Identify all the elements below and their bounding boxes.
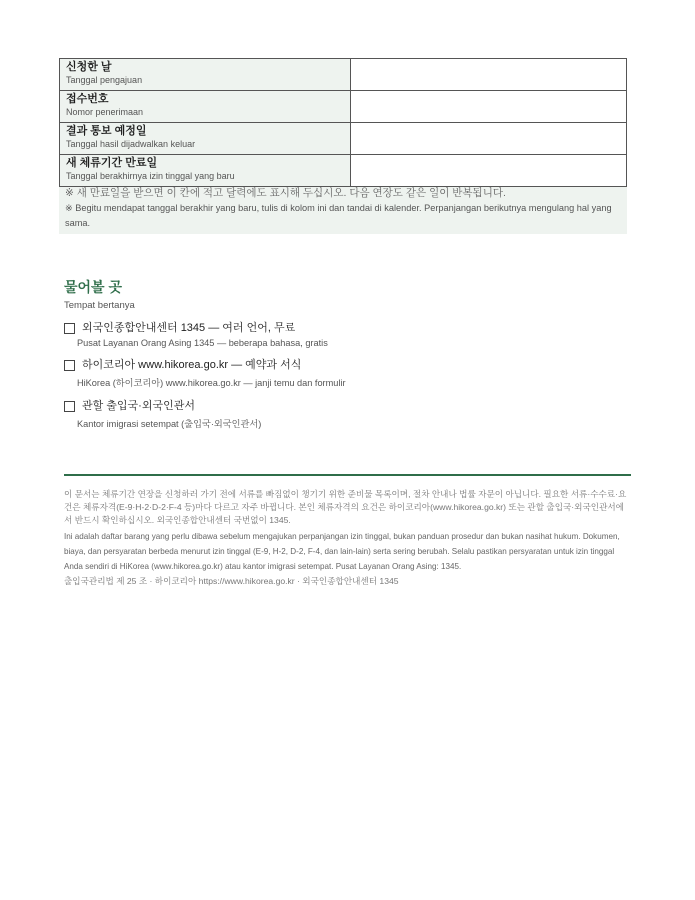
contact-indonesian: Pusat Layanan Orang Asing 1345 — beberapa bahasa, gratis	[77, 338, 328, 348]
list-item	[64, 399, 631, 430]
note-korean: ※ 새 만료일을 받으면 이 칸에 적고 달력에도 표시해 두십시오. 다음 연장도 같은 일이 반복됩니다.	[65, 187, 506, 199]
checkbox[interactable]	[64, 323, 75, 334]
contact-korean: 관할 출입국·외국인관서	[82, 400, 195, 412]
label-korean: 결과 통보 예정일	[66, 125, 147, 137]
reference-line: 출입국관리법 제 25 조 · 하이코리아 https://www.hikorea.go.kr · 외국인종합안내센터 1345	[64, 576, 399, 586]
label-korean: 새 체류기간 만료일	[66, 157, 158, 169]
record-table	[59, 58, 627, 187]
contact-indonesian: Kantor imigrasi setempat (출입국·외국인관서)	[77, 419, 262, 429]
application-date-field[interactable]	[351, 59, 627, 91]
footer	[64, 488, 631, 588]
table-row	[60, 91, 627, 123]
table-row	[60, 59, 627, 91]
row-label	[60, 91, 351, 123]
table-row	[60, 123, 627, 155]
contact-korean: 하이코리아 www.hikorea.go.kr — 예약과 서식	[82, 359, 302, 371]
contacts-section	[58, 278, 631, 430]
label-korean: 신청한 날	[66, 61, 112, 73]
checkbox[interactable]	[64, 401, 75, 412]
label-indonesian: Tanggal pengajuan	[66, 75, 143, 85]
contacts-subtitle: Tempat bertanya	[64, 300, 135, 311]
new-expiry-date-field[interactable]	[351, 155, 627, 187]
label-indonesian: Tanggal hasil dijadwalkan keluar	[66, 139, 196, 149]
page-content	[58, 58, 631, 430]
checkbox[interactable]	[64, 360, 75, 371]
disclaimer-korean: 이 문서는 체류기간 연장을 신청하러 가기 전에 서류를 빠짐없이 챙기기 위한 준비물 목록이며, 절차 안내나 법률 자문이 아닙니다. 필요한 서류·수수료·요건은 체류자격(E-9·H-2·D-2·F-4 등)마다 다르고 자주 바뀝니다. 본인 체류자격의 요건은 하이코리아(www.hikorea.go.kr) 또는 관할 출입국·외국인관서에서 반드시 확인하십시오. 외국인종합안내센터 국번없이 1345.	[64, 489, 627, 525]
list-item	[64, 321, 631, 348]
footer-divider	[64, 474, 631, 476]
label-indonesian: Nomor penerimaan	[66, 107, 144, 117]
row-label	[60, 155, 351, 187]
label-korean: 접수번호	[66, 93, 109, 105]
receipt-number-field[interactable]	[351, 91, 627, 123]
disclaimer-indonesian: Ini adalah daftar barang yang perlu dibawa sebelum mengajukan perpanjangan izin tinggal, bukan panduan prosedur dan bukan nasihat hukum. Dokumen, biaya, dan persyaratan berbeda menurut izin tinggal (E-9, H-2, D-2, F-4, dan lain-lain) serta sering berubah. Selalu pastikan persyaratan untuk izin tinggal Anda sendiri di HiKorea (www.hikorea.go.kr) atau kantor imigrasi setempat. Pusat Layanan Orang Asing: 1345.	[64, 532, 620, 571]
expiry-note	[59, 187, 627, 234]
label-indonesian: Tanggal berakhirnya izin tinggal yang baru	[66, 171, 235, 181]
list-item	[64, 358, 631, 389]
note-indonesian: ※ Begitu mendapat tanggal berakhir yang baru, tulis di kolom ini dan tandai di kalender. Perpanjangan berikutnya mengulang hal yang sama.	[65, 203, 612, 228]
result-date-field[interactable]	[351, 123, 627, 155]
row-label	[60, 123, 351, 155]
contact-indonesian: HiKorea (하이코리아) www.hikorea.go.kr — janji temu dan formulir	[77, 378, 346, 388]
contacts-title: 물어볼 곳	[64, 279, 122, 295]
contact-korean: 외국인종합안내센터 1345 — 여러 언어, 무료	[82, 322, 296, 334]
table-row	[60, 155, 627, 187]
row-label	[60, 59, 351, 91]
